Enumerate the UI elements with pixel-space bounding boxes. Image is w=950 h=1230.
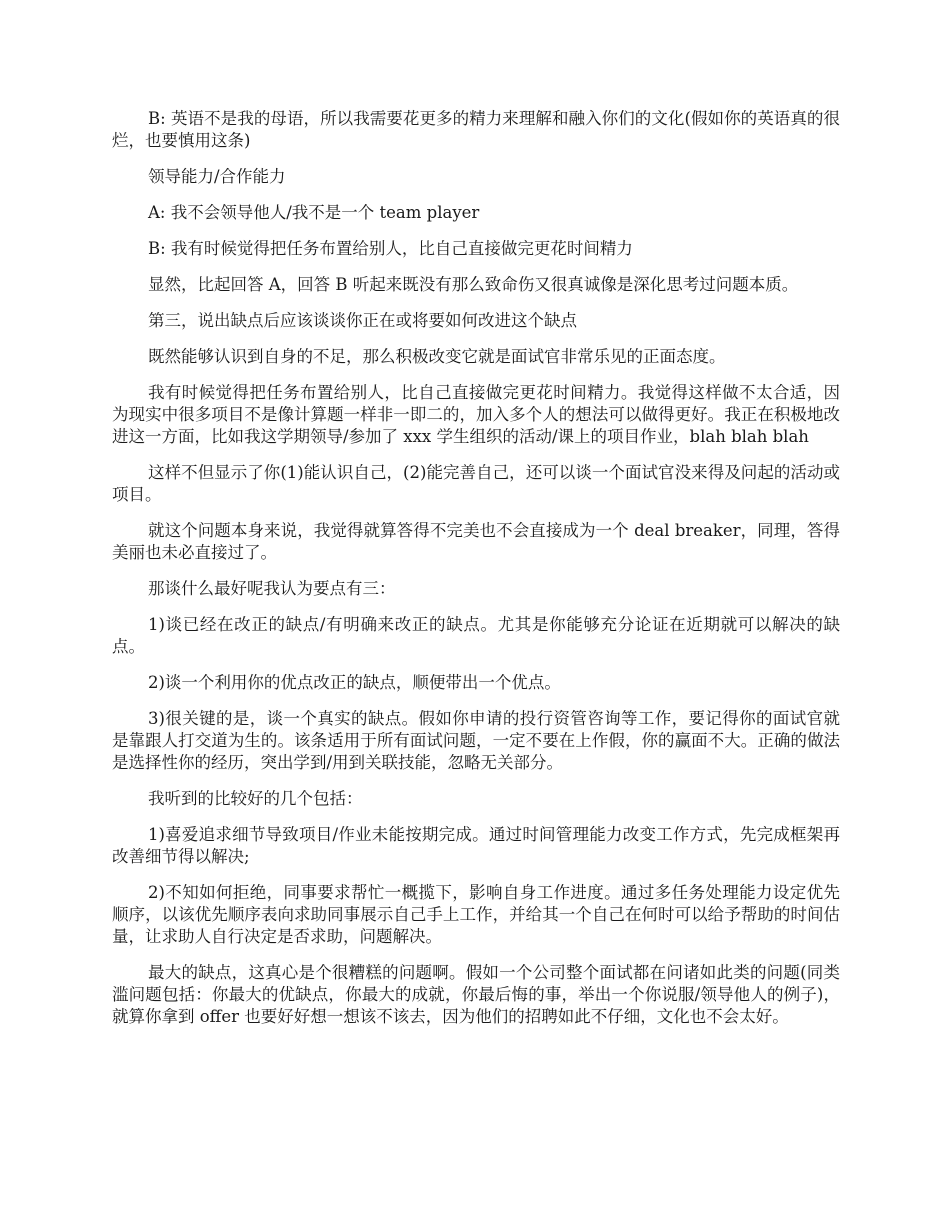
paragraph: B: 英语不是我的母语，所以我需要花更多的精力来理解和融入你们的文化(假如你的英语真的很烂，也要慎用这条) (112, 109, 840, 150)
list-item: 1)谈已经在改正的缺点/有明确来改正的缺点。尤其是你能够充分论证在近期就可以解决的缺点。 (112, 615, 840, 656)
paragraph: 我听到的比较好的几个包括： (148, 789, 363, 808)
document-body (112, 108, 840, 1042)
paragraph: B: 我有时候觉得把任务布置给别人，比自己直接做完更花时间精力 (148, 239, 633, 258)
paragraph: 我有时候觉得把任务布置给别人，比自己直接做完更花时间精力。我觉得这样做不太合适，因为现实中很多项目不是像计算题一样非一即二的，加入多个人的想法可以做得更好。我正在积极地改进这一方面，比如我这学期领导/参加了 xxx 学生组织的活动/课上的项目作业，blah blah blah (112, 383, 840, 446)
paragraph: A: 我不会领导他人/我不是一个 team player (148, 203, 480, 222)
paragraph: 显然，比起回答 A，回答 B 听起来既没有那么致命伤又很真诚像是深化思考过问题本质。 (148, 275, 799, 294)
paragraph: 这样不但显示了你(1)能认识自己，(2)能完善自己，还可以谈一个面试官没来得及问起的活动或项目。 (112, 463, 840, 504)
section-heading-leadership: 领导能力/合作能力 (148, 167, 286, 186)
list-item: 2)不知如何拒绝，同事要求帮忙一概揽下，影响自身工作进度。通过多任务处理能力设定优先顺序，以该优先顺序表向求助同事展示自己手上工作，并给其一个自己在何时可以给予帮助的时间估量，让求助人自行决定是否求助，问题解决。 (112, 883, 840, 946)
paragraph: 既然能够认识到自身的不足，那么积极改变它就是面试官非常乐见的正面态度。 (148, 347, 726, 366)
paragraph: 那谈什么最好呢我认为要点有三： (148, 579, 396, 598)
list-item: 1)喜爱追求细节导致项目/作业未能按期完成。通过时间管理能力改变工作方式，先完成框架再改善细节得以解决; (112, 825, 840, 866)
section-heading-third-point: 第三，说出缺点后应该谈谈你正在或将要如何改进这个缺点 (148, 311, 577, 330)
paragraph: 最大的缺点，这真心是个很糟糕的问题啊。假如一个公司整个面试都在问诸如此类的问题(同类滥问题包括：你最大的优缺点，你最大的成就，你最后悔的事，举出一个你说服/领导他人的例子)，就算你拿到 offer 也要好好想一想该不该去，因为他们的招聘如此不仔细，文化也不会太好。 (112, 963, 840, 1026)
list-item: 2)谈一个利用你的优点改正的缺点，顺便带出一个优点。 (148, 673, 561, 692)
list-item: 3)很关键的是，谈一个真实的缺点。假如你申请的投行资管咨询等工作，要记得你的面试官就是靠跟人打交道为生的。该条适用于所有面试问题，一定不要在上作假，你的赢面不大。正确的做法是选择性你的经历，突出学到/用到关联技能，忽略无关部分。 (112, 709, 840, 772)
paragraph: 就这个问题本身来说，我觉得就算答得不完美也不会直接成为一个 deal breaker，同理，答得美丽也未必直接过了。 (112, 521, 840, 562)
